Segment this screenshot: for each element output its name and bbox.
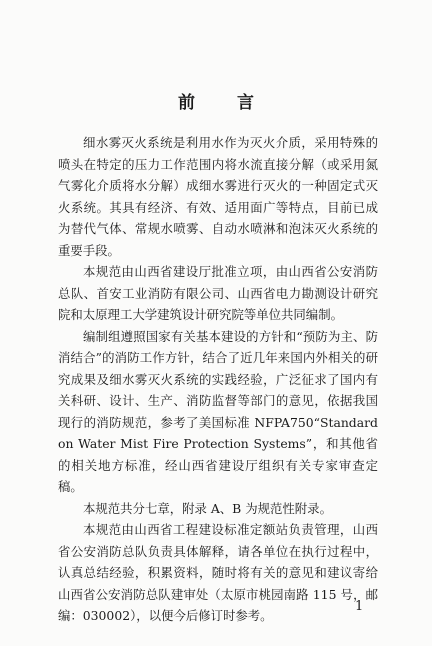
- paragraph-management: 本规范由山西省工程建设标准定额站负责管理，山西省公安消防总队负责具体解释，请各单位在执行过程中，认真总结经验，积累资料，随时将有关的意见和建议寄给山西省公安消防总队建审处（太原市桃园南路 115 号，邮编：030002），以便今后修订时参考。: [58, 522, 378, 623]
- paragraph-intro: 细水雾灭火系统是利用水作为灭火介质，采用特殊的喷头在特定的压力工作范围内将水流直接分解（或采用氮气雾化介质将水分解）成细水雾进行灭火的一种固定式灭火系统。其具有经济、有效、适用面广等特点，目前已成为替代气体、常规水喷雾、自动水喷淋和泡沫灭火系统的重要手段。: [58, 135, 378, 258]
- paragraph-approval: 本规范由山西省建设厅批准立项，由山西省公安消防总队、首安工业消防有限公司、山西省电力勘测设计研究院和太原理工大学建筑设计研究院等单位共同编制。: [58, 264, 378, 322]
- paragraph-structure: 本规范共分七章，附录 A、B 为规范性附录。: [83, 500, 332, 516]
- page-number: 1: [355, 599, 364, 614]
- body-text: [58, 132, 378, 627]
- page-title: 前 言: [178, 93, 272, 113]
- paragraph-compilation: 编制组遵照国家有关基本建设的方针和“预防为主、防消结合”的消防工作方针，结合了近几年来国内外相关的研究成果及细水雾灭火系统的实践经验，广泛征求了国内有关科研、设计、生产、消防监督等部门的意见，依据我国现行的消防规范，参考了美国标准 NFPA750“Standard on Water Mist Fire Protection Systems”，和其他省的相关地方标准，经山西省建设厅组织有关专家审查定稿。: [58, 328, 378, 494]
